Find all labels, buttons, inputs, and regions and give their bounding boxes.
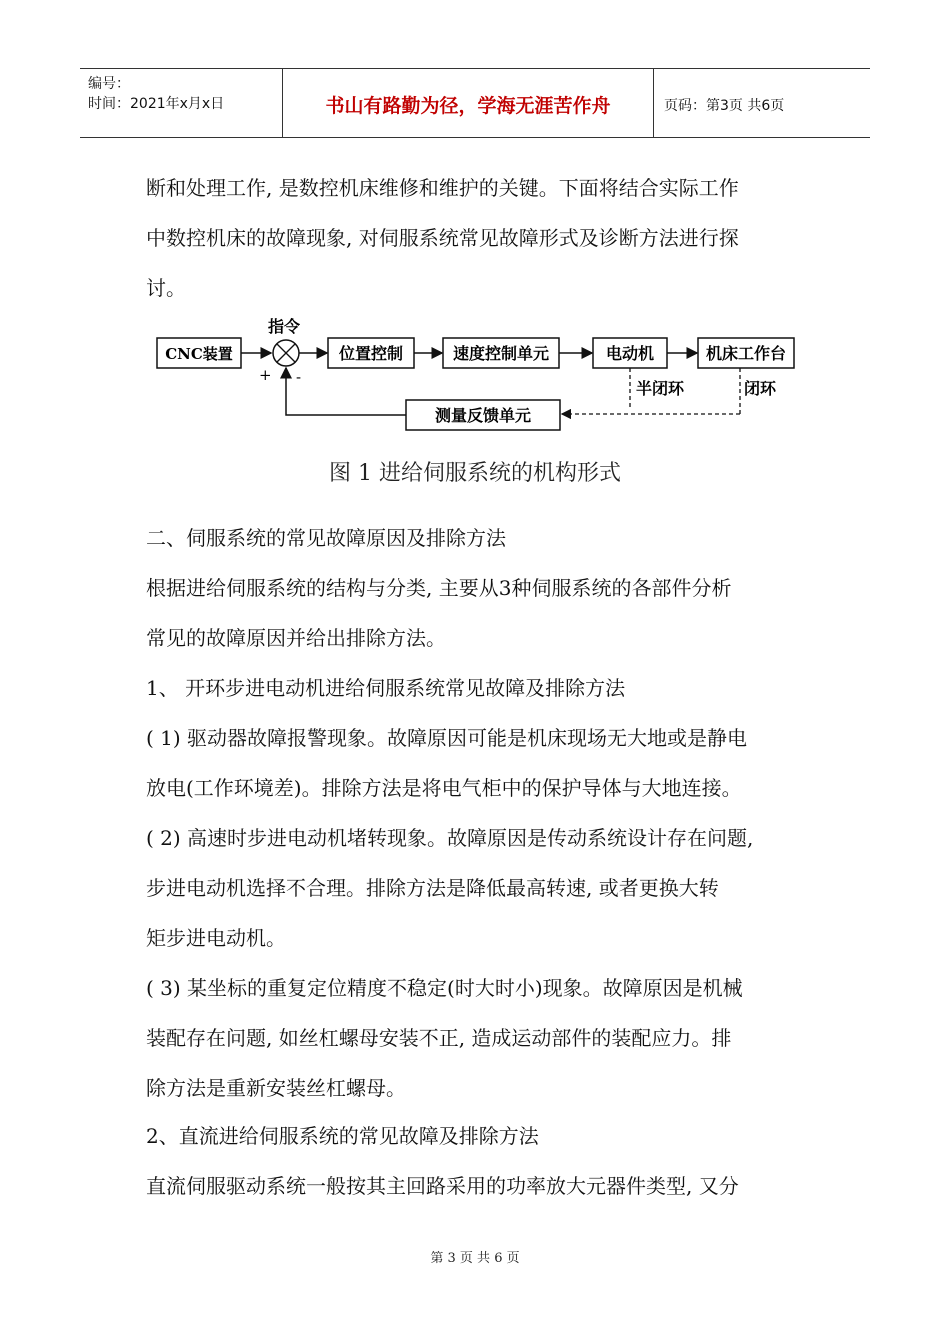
header-left-cell bbox=[80, 69, 283, 137]
paragraph-line: ( 1) 驱动器故障报警现象。故障原因可能是机床现场无大地或是静电 bbox=[146, 726, 748, 750]
paragraph-line: ( 3) 某坐标的重复定位精度不稳定(时大时小)现象。故障原因是机械 bbox=[146, 976, 743, 1000]
subsection-heading: 1、 开环步进电动机进给伺服系统常见故障及排除方法 bbox=[146, 676, 626, 700]
page-header bbox=[80, 68, 870, 138]
code-label: 编号： bbox=[88, 76, 130, 92]
position-control-label: 位置控制 bbox=[338, 344, 404, 363]
subsection-heading: 2、直流进给伺服系统的常见故障及排除方法 bbox=[146, 1124, 539, 1148]
servo-block-diagram bbox=[150, 310, 820, 445]
speed-control-label: 速度控制单元 bbox=[452, 344, 550, 363]
page-footer: 第 3 页 共 6 页 bbox=[430, 1251, 520, 1266]
paragraph-line: 讨。 bbox=[146, 276, 186, 300]
paragraph-line: 常见的故障原因并给出排除方法。 bbox=[146, 626, 446, 650]
machine-table-label: 机床工作台 bbox=[705, 344, 787, 363]
figure-caption: 图 1 进给伺服系统的机构形式 bbox=[329, 461, 621, 486]
closed-loop-label: 闭环 bbox=[744, 379, 777, 398]
feedback-label: 测量反馈单元 bbox=[434, 406, 532, 425]
paragraph-line: ( 2) 高速时步进电动机堵转现象。故障原因是传动系统设计存在问题, bbox=[146, 826, 754, 850]
motor-label: 电动机 bbox=[605, 344, 655, 363]
paragraph-line: 断和处理工作, 是数控机床维修和维护的关键。下面将结合实际工作 bbox=[146, 176, 739, 200]
cnc-label: CNC装置 bbox=[165, 345, 233, 363]
semi-closed-loop-label: 半闭环 bbox=[636, 379, 685, 398]
paragraph-line: 装配存在问题, 如丝杠螺母安装不正, 造成运动部件的装配应力。排 bbox=[146, 1026, 732, 1050]
time-label: 时间：2021年x月x日 bbox=[88, 96, 225, 112]
paragraph-line: 除方法是重新安装丝杠螺母。 bbox=[146, 1076, 406, 1100]
paragraph-line: 中数控机床的故障现象, 对伺服系统常见故障形式及诊断方法进行探 bbox=[146, 226, 739, 250]
paragraph-line: 根据进给伺服系统的结构与分类, 主要从3种伺服系统的各部件分析 bbox=[146, 576, 732, 600]
paragraph-line: 放电(工作环境差)。排除方法是将电气柜中的保护导体与大地连接。 bbox=[146, 776, 742, 800]
motto: 书山有路勤为径，学海无涯苦作舟 bbox=[325, 95, 611, 117]
command-label: 指令 bbox=[268, 317, 301, 336]
section-heading: 二、伺服系统的常见故障原因及排除方法 bbox=[146, 526, 506, 550]
minus-sign: - bbox=[296, 368, 302, 386]
header-right-cell bbox=[654, 69, 870, 137]
paragraph-line: 步进电动机选择不合理。排除方法是降低最高转速, 或者更换大转 bbox=[146, 876, 719, 900]
page-info: 页码：第3页 共6页 bbox=[664, 98, 785, 114]
paragraph-line: 直流伺服驱动系统一般按其主回路采用的功率放大元器件类型, 又分 bbox=[146, 1174, 739, 1198]
paragraph-line: 矩步进电动机。 bbox=[146, 926, 286, 950]
header-center-cell bbox=[283, 69, 654, 137]
plus-sign: + bbox=[259, 366, 272, 384]
